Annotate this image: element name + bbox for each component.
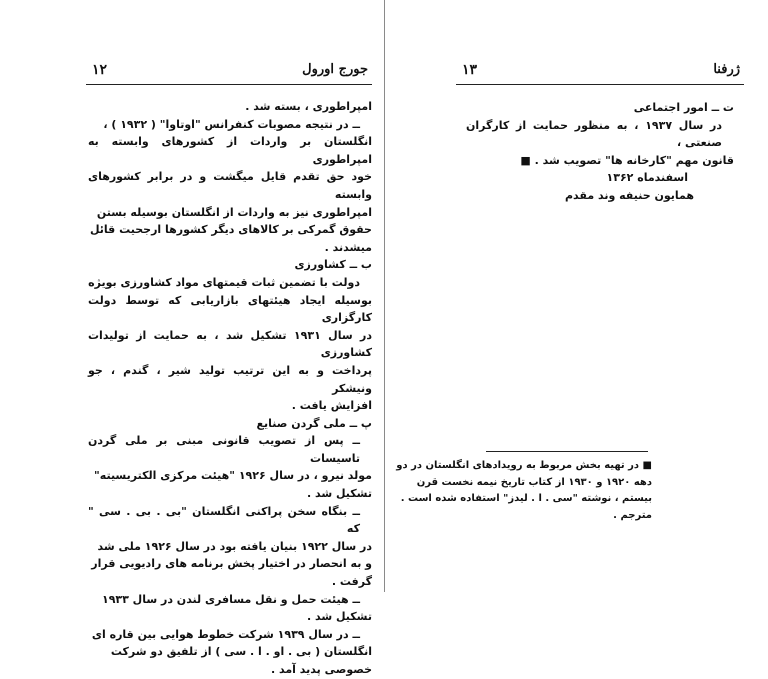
text-line: تشکیل شد . <box>306 487 372 501</box>
text-line: پرداخت و به این ترتیب تولید شیر ، گندم ، جو ونیشکر <box>88 363 372 395</box>
section-heading: ب ــ کشاورزی <box>294 258 372 272</box>
footnote-line: مترجم . <box>613 509 652 521</box>
left-page-header <box>86 62 372 85</box>
text-line: ــ در سال ۱۹۳۹ شرکت خطوط هوایی بین قاره ای <box>91 627 360 641</box>
left-page <box>0 0 384 676</box>
section-heading: ت ــ امور اجتماعی <box>633 101 734 114</box>
text-line: خصوصی پدید آمد . <box>271 663 372 676</box>
text-line: ــ پس از تصویب قانونی مبنی بر ملی گردن تاسیسات <box>88 434 360 465</box>
text-line: بوسیله ایجاد هیئتهای بازاریابی که توسط دولت کارگزاری <box>88 293 372 325</box>
footnote-line: دهه ۱۹۲۰ و ۱۹۳۰ از کتاب تاریخ نیمه نخست قرن <box>416 476 652 488</box>
right-page-body <box>466 99 734 205</box>
page-number: ١٢ <box>92 62 108 78</box>
text-line: تشکیل شد . <box>306 610 372 624</box>
footnote <box>382 458 652 524</box>
text-line: ــ بنگاه سخن پراکنی انگلستان "بی . بی . سی " که <box>88 504 360 536</box>
running-title: ژرفنا <box>713 62 740 77</box>
text-line: در سال ۱۹۳۷ ، به منظور حمایت از کارگران صنعتی ، <box>466 118 722 150</box>
text-line: قانون مهم "کارخانه ها" تصویب شد . ■ <box>520 153 734 167</box>
page-number: ١٣ <box>462 62 478 78</box>
right-page <box>386 0 768 592</box>
footnote-line: ■ در تهیه بخش مربوط به رویدادهای انگلستان در دو <box>396 460 652 471</box>
text-line: ــ هیئت حمل و نقل مسافری لندن در سال ۱۹۳۳ <box>101 592 360 606</box>
text-line: خود حق تقدم قایل میگشت و در برابر کشورهای وابسته <box>88 170 372 201</box>
section-heading: پ ــ ملی گردن صنایع <box>256 416 372 430</box>
text-line: در سال ۱۹۲۲ بنیان یافته بود در سال ۱۹۲۶ ملی شد <box>97 539 372 553</box>
footnote-line: بیستم ، نوشته "سی . ا . لیدز" استفاده شده است . <box>400 493 652 504</box>
text-line: امپراطوری نیز به واردات از انگلستان بوسیله بستن <box>96 205 372 219</box>
text-line: امپراطوری ، بسته شد . <box>245 100 372 113</box>
text-line: انگلستان بر واردات از کشورهای وابسته به امپراطوری <box>88 135 372 166</box>
text-line: و به انحصار در اختیار پخش برنامه های رادیویی قرار <box>91 557 372 571</box>
footnote-rule <box>486 451 648 452</box>
text-line: میشدند . <box>324 240 372 254</box>
translator-signature: همایون حنیفه وند مقدم <box>565 188 694 202</box>
text-line: مولد نیرو ، در سال ۱۹۲۶ "هیئت مرکزی الکتریسیته" <box>94 469 372 483</box>
running-title: جورج اورول <box>302 62 368 77</box>
text-line: دولت با تضمین ثبات قیمتهای مواد کشاورزی بویژه <box>88 275 360 289</box>
text-line: ــ در نتیجه مصوبات کنفرانس "اوتاوا" ( ۱۹۳۲ ) ، <box>103 117 360 131</box>
right-page-header <box>456 62 744 85</box>
text-line: افزایش یافت . <box>291 399 372 413</box>
text-line: انگلستان ( بی . او . ا . سی ) از تلفیق دو شرکت <box>110 645 372 659</box>
text-line: گرفت . <box>331 575 372 589</box>
date-line: اسفندماه ۱۳۶۲ <box>606 171 688 185</box>
text-line: در سال ۱۹۳۱ تشکیل شد ، به حمایت از تولیدات کشاورزی <box>88 328 372 360</box>
text-line: حقوق گمرکی بر کالاهای دیگر کشورها ارجحیت قائل <box>89 223 372 237</box>
